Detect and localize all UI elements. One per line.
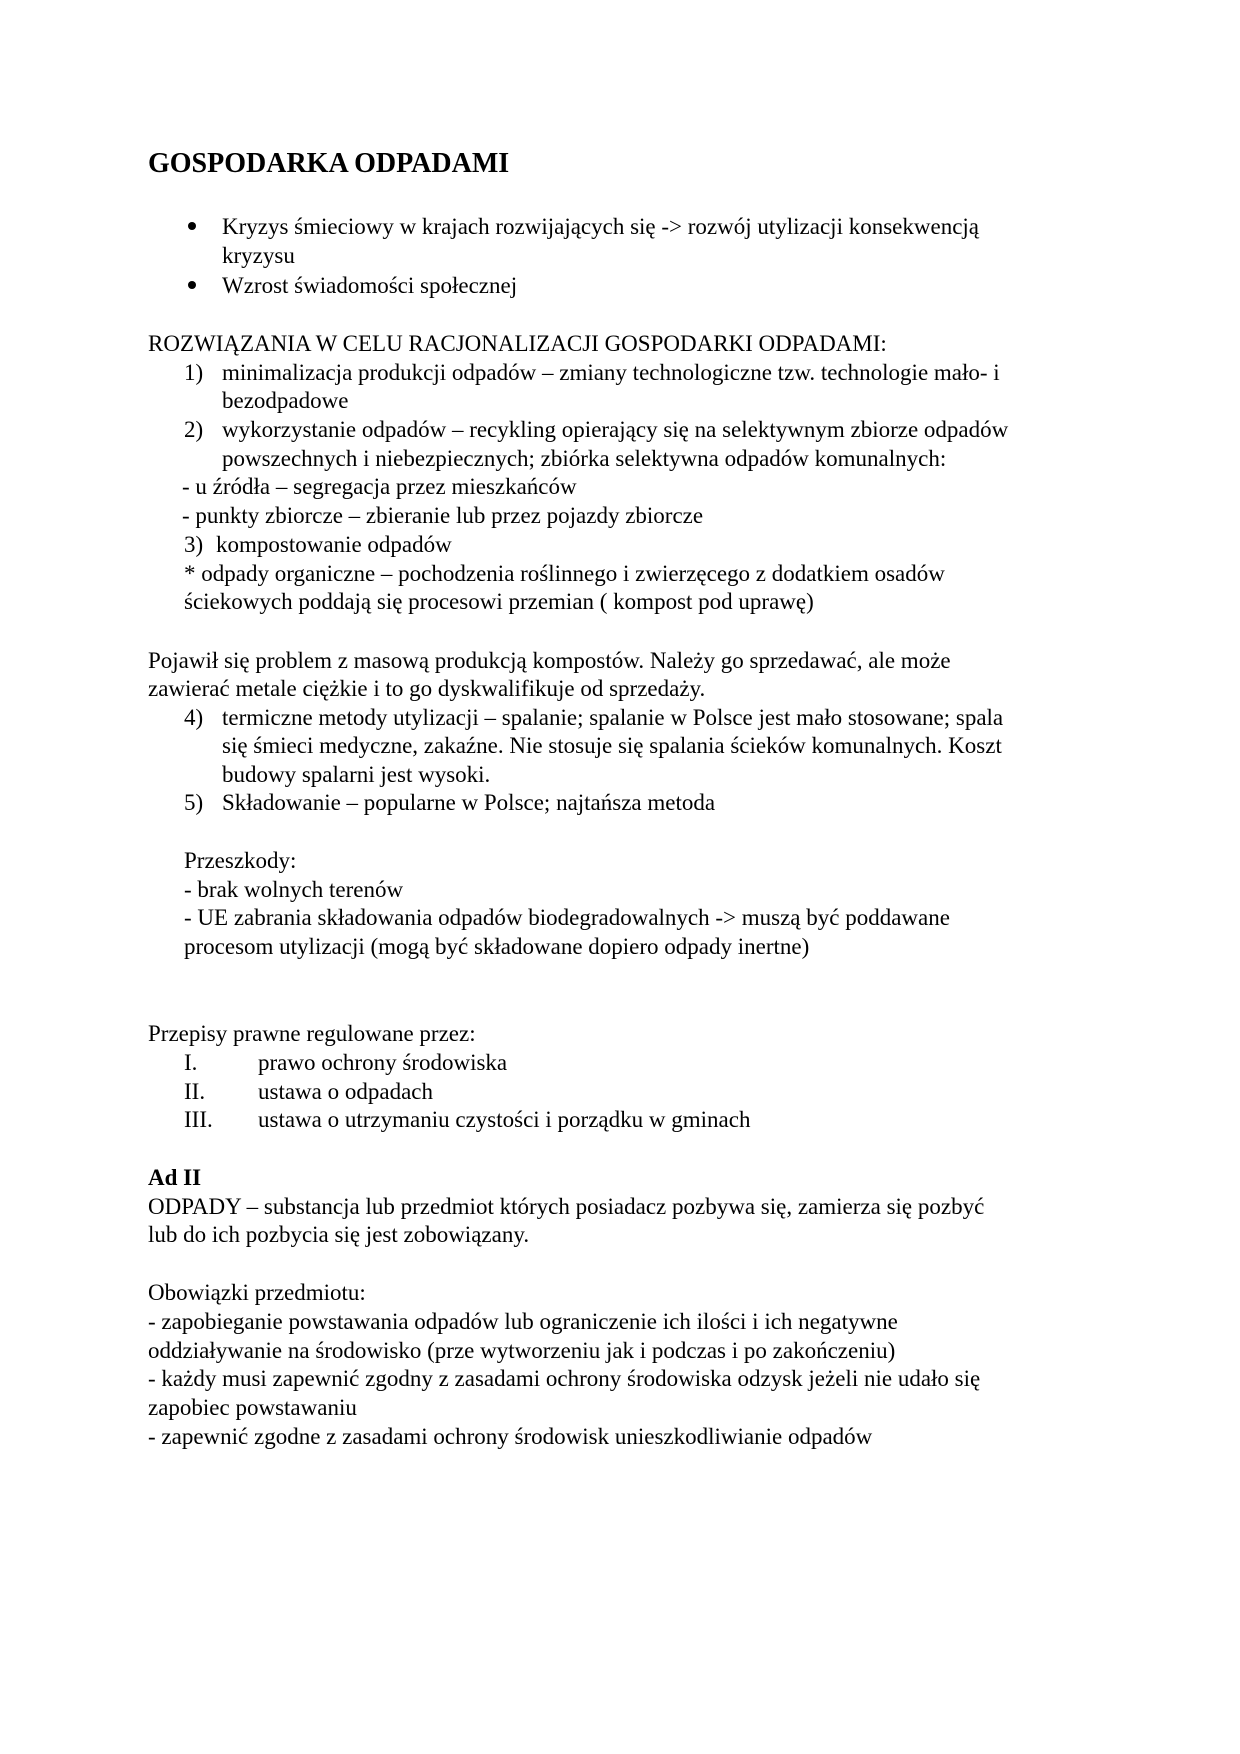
law-1-number: I. bbox=[184, 1050, 198, 1075]
duties-line-2: oddziaływanie na środowisko (prze wytworzeniu jak i podczas i po zakończeniu) bbox=[148, 1338, 896, 1363]
obstacles-heading: Przeszkody: bbox=[184, 848, 297, 873]
waste-definition-term: ODPADY bbox=[148, 1194, 241, 1219]
compost-paragraph-line-1: Pojawił się problem z masową produkcją kompostów. Należy go sprzedawać, ale może bbox=[148, 648, 951, 673]
organic-note-line-1: * odpady organiczne – pochodzenia roślinnego i zwierzęcego z dodatkiem osadów bbox=[184, 561, 945, 586]
item-4-line-2: się śmieci medyczne, zakaźne. Nie stosuje się spalania ścieków komunalnych. Koszt bbox=[222, 733, 1002, 758]
dash-line-1: - u źródła – segregacja przez mieszkańców bbox=[182, 474, 577, 499]
organic-note-line-2: ściekowych poddają się procesowi przemian ( kompost pod uprawę) bbox=[184, 589, 814, 614]
bullet-1-line-1: Kryzys śmieciowy w krajach rozwijających się -> rozwój utylizacji konsekwencją bbox=[222, 214, 980, 239]
item-1-line-2: bezodpadowe bbox=[222, 388, 349, 413]
duties-line-5: - zapewnić zgodne z zasadami ochrony środowisk unieszkodliwianie odpadów bbox=[148, 1424, 873, 1449]
law-2-number: II. bbox=[184, 1079, 206, 1104]
bullet-dot-icon bbox=[188, 222, 196, 230]
law-1-text: prawo ochrony środowiska bbox=[258, 1050, 508, 1075]
item-2-line-2: powszechnych i niebezpiecznych; zbiórka selektywna odpadów komunalnych: bbox=[222, 446, 947, 471]
item-3-number: 3) bbox=[184, 532, 204, 557]
item-4-line-1: termiczne metody utylizacji – spalanie; spalanie w Polsce jest mało stosowane; spala bbox=[222, 705, 1004, 730]
dash-line-2: - punkty zbiorcze – zbieranie lub przez pojazdy zbiorcze bbox=[182, 503, 704, 528]
waste-definition-line-1 bbox=[148, 1192, 984, 1221]
item-1-number: 1) bbox=[184, 360, 204, 385]
obstacles-line-3: procesom utylizacji (mogą być składowane dopiero odpady inertne) bbox=[184, 934, 810, 959]
duties-line-1: - zapobieganie powstawania odpadów lub ograniczenie ich ilości i ich negatywne bbox=[148, 1309, 898, 1334]
law-3-number: III. bbox=[184, 1107, 213, 1132]
duties-heading: Obowiązki przedmiotu: bbox=[148, 1280, 366, 1305]
duties-line-3: - każdy musi zapewnić zgodny z zasadami ochrony środowiska odzysk jeżeli nie udało się bbox=[148, 1366, 981, 1391]
item-4-number: 4) bbox=[184, 705, 204, 730]
ad-ii-heading: Ad II bbox=[148, 1165, 202, 1190]
bullet-1-line-2: kryzysu bbox=[222, 243, 295, 268]
item-5-number: 5) bbox=[184, 790, 204, 815]
bullet-dot-icon bbox=[188, 281, 196, 289]
law-2-text: ustawa o odpadach bbox=[258, 1079, 433, 1104]
law-3-text: ustawa o utrzymaniu czystości i porządku w gminach bbox=[258, 1107, 751, 1132]
laws-heading: Przepisy prawne regulowane przez: bbox=[148, 1021, 476, 1046]
item-1-line-1: minimalizacja produkcji odpadów – zmiany technologiczne tzw. technologie mało- i bbox=[222, 360, 1000, 385]
duties-line-4: zapobiec powstawaniu bbox=[148, 1395, 357, 1420]
waste-definition-text: – substancja lub przedmiot których posiadacz pozbywa się, zamierza się pozbyć bbox=[240, 1194, 985, 1219]
item-4-line-3: budowy spalarni jest wysoki. bbox=[222, 762, 491, 787]
page-title: GOSPODARKA ODPADAMI bbox=[148, 148, 510, 179]
waste-definition-line-2: lub do ich pozbycia się jest zobowiązany. bbox=[148, 1222, 530, 1247]
solutions-heading: ROZWIĄZANIA W CELU RACJONALIZACJI GOSPODARKI ODPADAMI: bbox=[148, 331, 887, 356]
item-5-text: Składowanie – popularne w Polsce; najtańsza metoda bbox=[222, 790, 716, 815]
obstacles-line-1: - brak wolnych terenów bbox=[184, 877, 404, 902]
bullet-2-line-1: Wzrost świadomości społecznej bbox=[222, 273, 518, 298]
obstacles-line-2: - UE zabrania składowania odpadów biodegradowalnych -> muszą być poddawane bbox=[184, 905, 950, 930]
item-2-number: 2) bbox=[184, 417, 204, 442]
item-3-text: kompostowanie odpadów bbox=[216, 532, 452, 557]
compost-paragraph-line-2: zawierać metale ciężkie i to go dyskwalifikuje od sprzedaży. bbox=[148, 676, 706, 701]
item-2-line-1: wykorzystanie odpadów – recykling opierający się na selektywnym zbiorze odpadów bbox=[222, 417, 1009, 442]
